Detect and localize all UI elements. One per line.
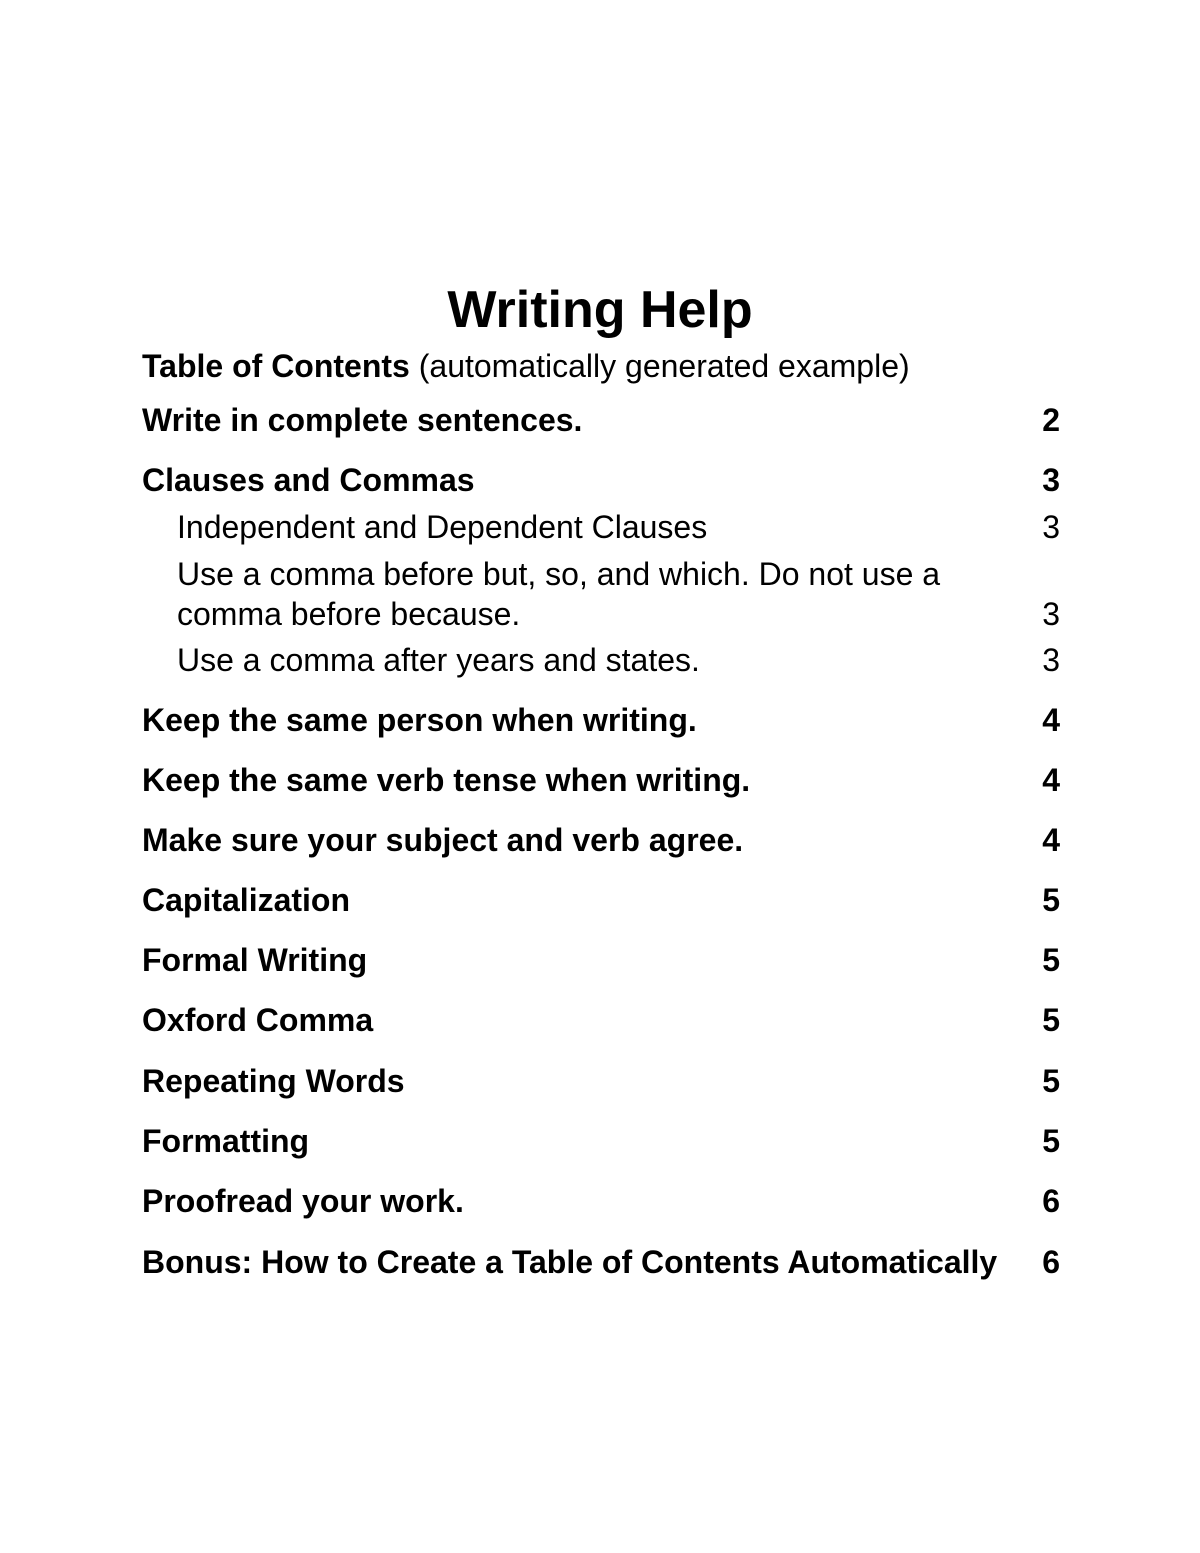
toc-heading	[142, 346, 910, 386]
toc-entry-text: Write in complete sentences.	[142, 402, 583, 438]
toc-entry-page: 3	[1042, 642, 1060, 678]
toc-entry[interactable]	[142, 1181, 1060, 1221]
toc-entry[interactable]	[142, 880, 1060, 920]
toc-entry-page: 5	[1042, 942, 1060, 978]
toc-entry[interactable]	[142, 400, 1060, 440]
toc-entry-page: 4	[1042, 762, 1060, 798]
toc-entry-page: 6	[1042, 1183, 1060, 1219]
toc-entry[interactable]	[142, 1242, 1060, 1282]
toc-entry-page: 4	[1042, 822, 1060, 858]
toc-entry-page: 4	[1042, 702, 1060, 738]
toc-entry[interactable]	[142, 760, 1060, 800]
toc-entry-text: Use a comma before but, so, and which. Do not use a comma before because.	[177, 556, 941, 632]
toc-heading-label: Table of Contents	[142, 348, 410, 384]
toc-entry-text: Independent and Dependent Clauses	[177, 509, 708, 545]
toc-entry-text: Use a comma after years and states.	[177, 642, 700, 678]
toc-entry-page: 5	[1042, 1123, 1060, 1159]
toc-entry[interactable]	[142, 1061, 1060, 1101]
toc-entry-page: 5	[1042, 1063, 1060, 1099]
toc-entry-page: 6	[1042, 1244, 1060, 1280]
toc-entry-text: Oxford Comma	[142, 1002, 374, 1038]
toc-entry-page: 5	[1042, 1002, 1060, 1038]
toc-entry-page: 3	[1042, 462, 1060, 498]
toc-entry[interactable]	[142, 1000, 1060, 1040]
toc-entry[interactable]	[142, 700, 1060, 740]
toc-entry-text: Repeating Words	[142, 1063, 405, 1099]
toc-entry-text: Proofread your work.	[142, 1183, 464, 1219]
toc-entry-page: 3	[1042, 596, 1060, 632]
toc-entry-text: Capitalization	[142, 882, 351, 918]
toc-entry-text: Bonus: How to Create a Table of Contents Automatically	[142, 1244, 998, 1280]
toc-entry-text: Keep the same person when writing.	[142, 702, 697, 738]
toc-entry-text: Formatting	[142, 1123, 310, 1159]
toc-entry-page: 2	[1042, 402, 1060, 438]
toc-entry[interactable]	[177, 640, 1060, 680]
toc-entry-page: 5	[1042, 882, 1060, 918]
toc-entry-text: Keep the same verb tense when writing.	[142, 762, 751, 798]
toc-entry-text: Formal Writing	[142, 942, 368, 978]
toc-entry[interactable]	[142, 940, 1060, 980]
toc-entry[interactable]	[142, 460, 1060, 500]
toc-entry[interactable]	[142, 1121, 1060, 1161]
toc-entry[interactable]	[177, 507, 1060, 547]
toc-entry-text: Clauses and Commas	[142, 462, 475, 498]
page-title: Writing Help	[447, 281, 753, 339]
toc-entry-page: 3	[1042, 509, 1060, 545]
toc-entry[interactable]	[177, 554, 1060, 634]
toc-entry-text: Make sure your subject and verb agree.	[142, 822, 744, 858]
toc-heading-note: (automatically generated example)	[418, 348, 910, 384]
toc-entry[interactable]	[142, 820, 1060, 860]
